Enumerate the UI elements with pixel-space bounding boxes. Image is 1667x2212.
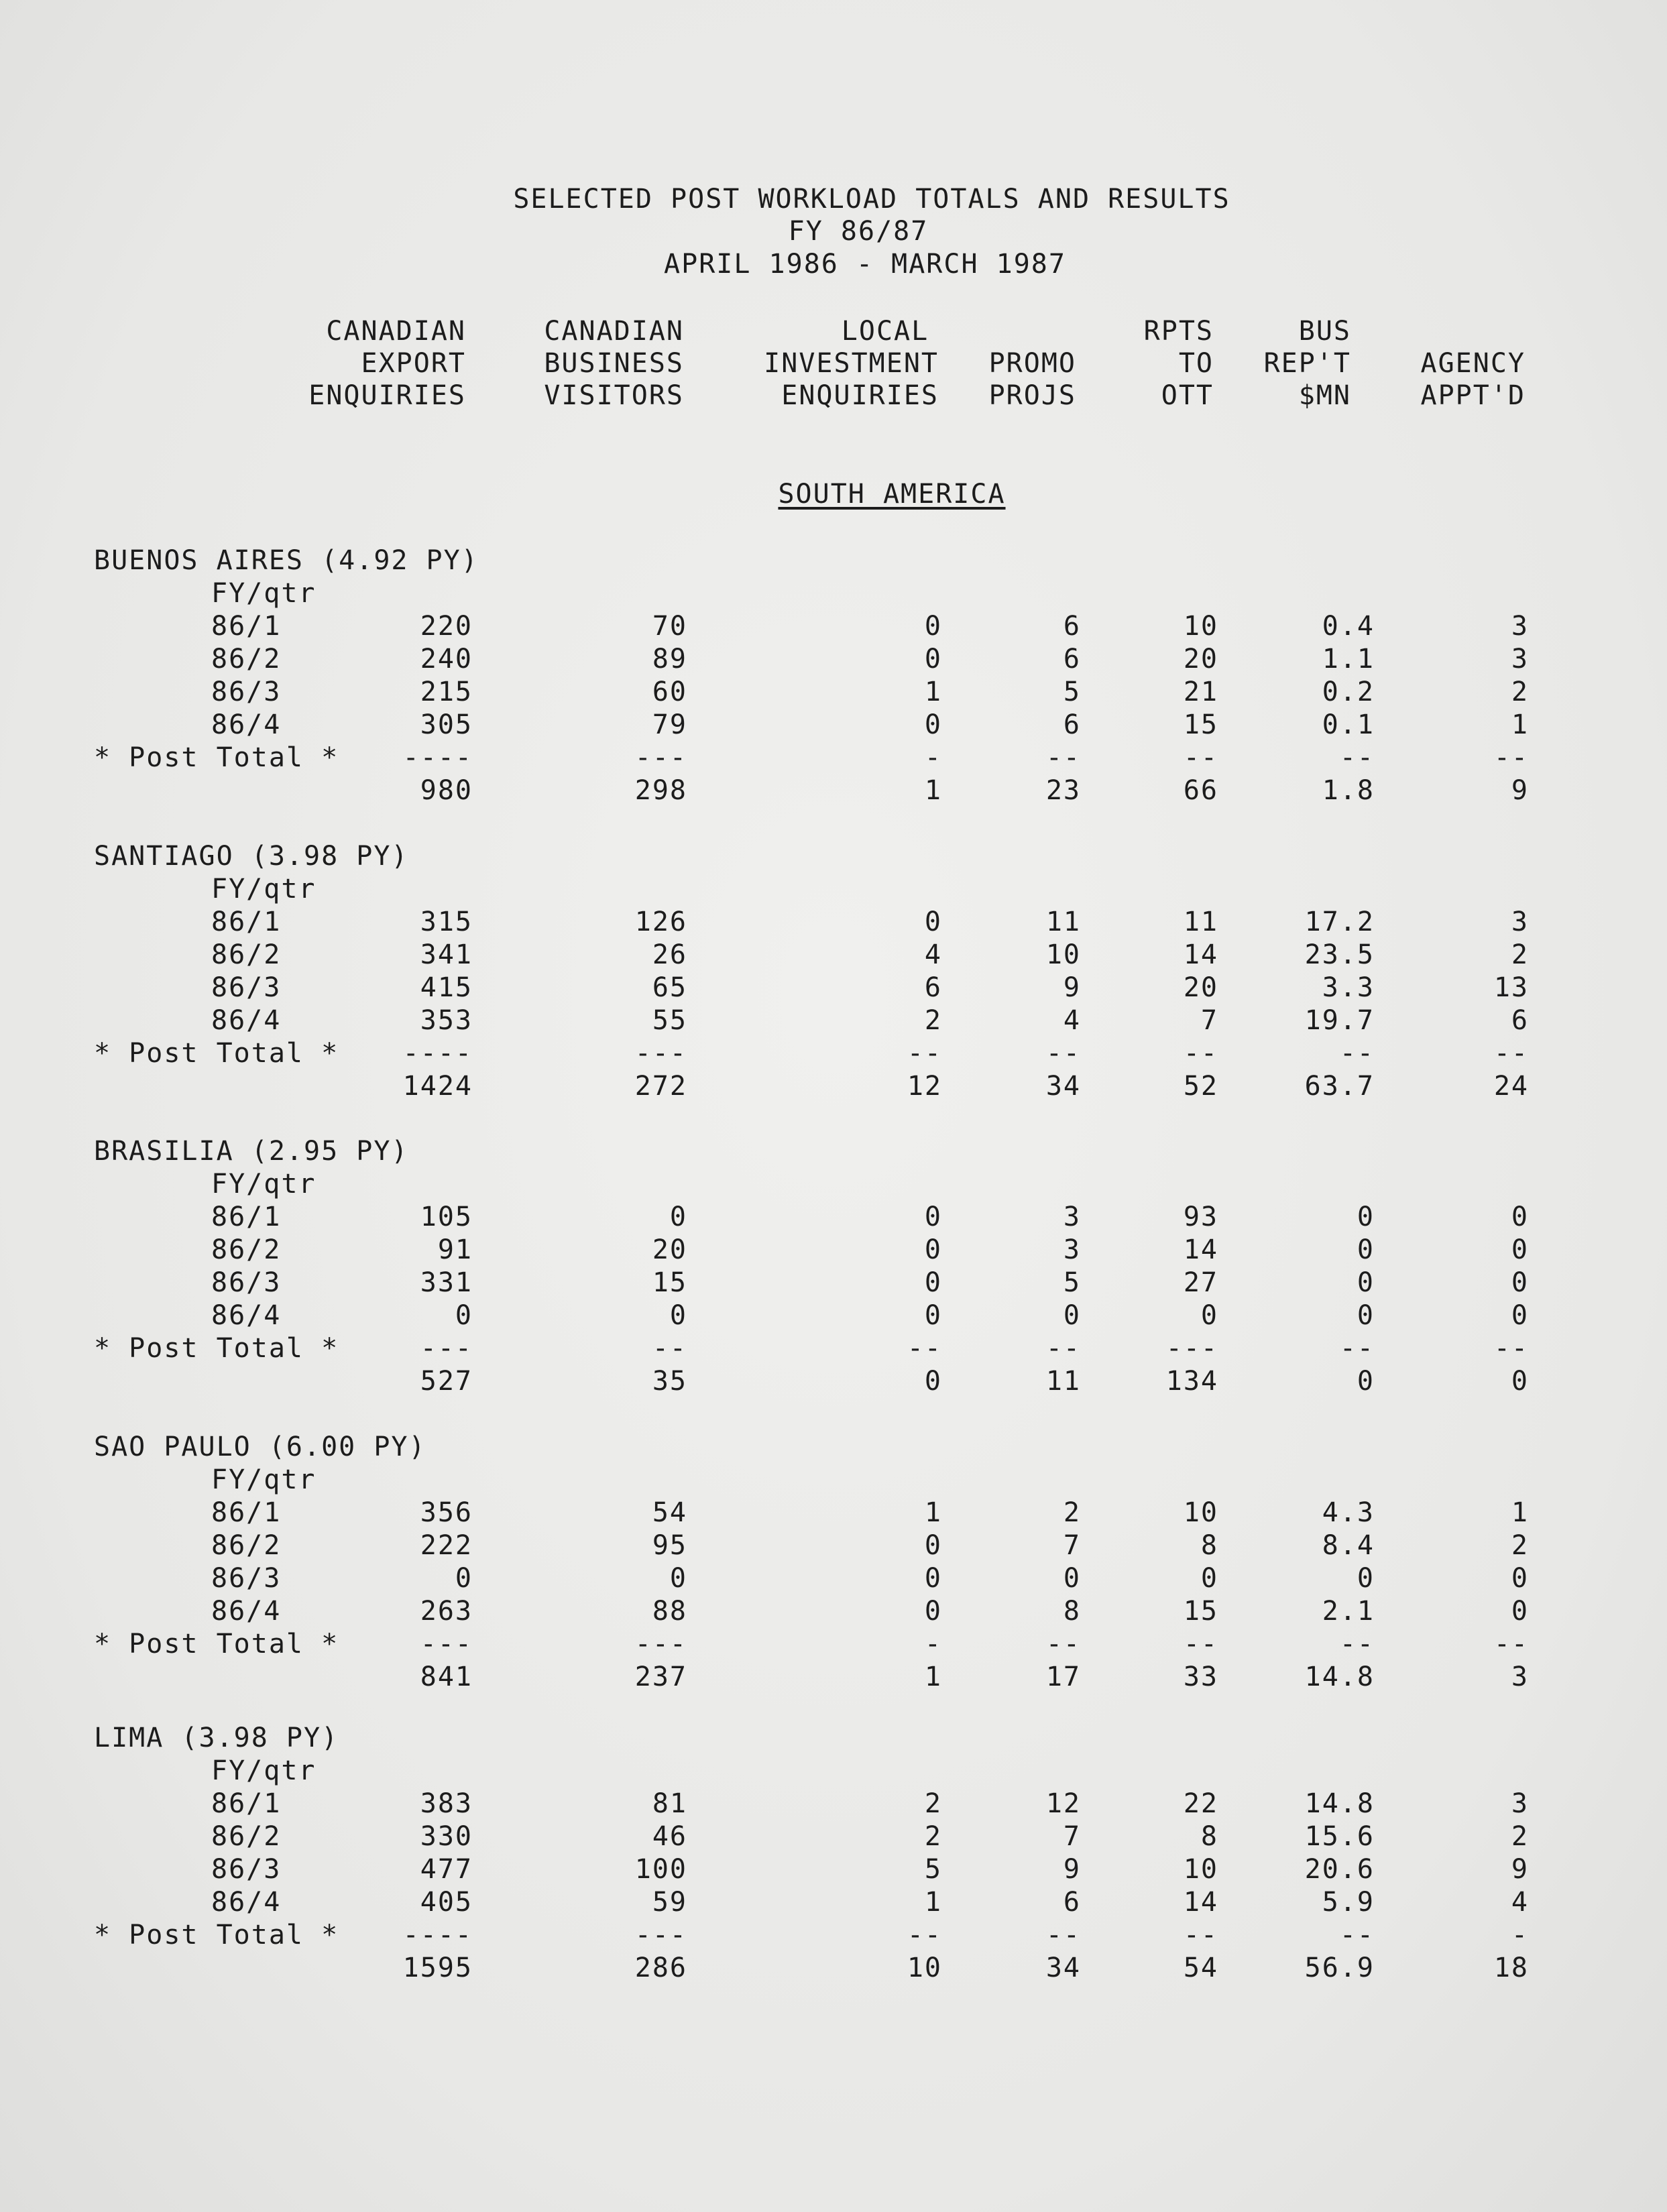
table-cell: 91 [437, 1234, 473, 1265]
total-cell: 1 [924, 1662, 942, 1692]
table-cell: 0 [455, 1563, 473, 1594]
total-cell: 0 [1511, 1366, 1529, 1397]
table-cell: 93 [1183, 1202, 1218, 1232]
table-cell: 353 [420, 1005, 473, 1036]
column-header-5-line-1: REP'T [1263, 348, 1351, 379]
total-cell: 237 [634, 1662, 687, 1692]
total-rule: -- [1183, 1920, 1218, 1951]
table-cell: 7 [1063, 1530, 1081, 1561]
total-rule: --- [420, 1629, 473, 1660]
table-cell: 305 [420, 709, 473, 740]
table-cell: 0 [1357, 1202, 1375, 1232]
total-cell: 33 [1183, 1662, 1218, 1692]
total-rule: -- [1493, 742, 1529, 773]
table-cell: 7 [1063, 1821, 1081, 1852]
total-cell: 10 [907, 1953, 942, 1983]
table-cell: 2 [924, 1005, 942, 1036]
total-rule: ---- [402, 1038, 473, 1069]
total-cell: 1595 [402, 1953, 473, 1983]
column-header-3-line-1: PROMO [988, 348, 1076, 379]
post-total-label: * Post Total * [94, 1333, 339, 1364]
table-cell: 14 [1183, 1234, 1218, 1265]
total-rule: -- [1183, 1629, 1218, 1660]
table-cell: 46 [652, 1821, 687, 1852]
total-cell: 1 [924, 775, 942, 806]
column-header-6-line-2: APPT'D [1420, 380, 1526, 411]
post-name: BRASILIA (2.95 PY) [94, 1136, 409, 1167]
total-cell: 11 [1045, 1366, 1081, 1397]
total-cell: 272 [634, 1071, 687, 1102]
table-cell: 1 [1511, 709, 1529, 740]
post-total-label: * Post Total * [94, 1920, 339, 1951]
table-cell: 0 [924, 1596, 942, 1627]
quarter-label: 86/3 [211, 677, 282, 707]
table-cell: 0 [1511, 1234, 1529, 1265]
table-cell: 220 [420, 611, 473, 642]
table-cell: 1 [924, 677, 942, 707]
quarter-label: 86/2 [211, 1530, 282, 1561]
column-header-2-line-2: ENQUIRIES [781, 380, 939, 411]
total-cell: 1.8 [1322, 775, 1375, 806]
table-cell: 88 [652, 1596, 687, 1627]
table-cell: 0 [924, 907, 942, 937]
table-cell: 0 [924, 1530, 942, 1561]
table-cell: 59 [652, 1887, 687, 1918]
total-cell: 18 [1493, 1953, 1529, 1983]
total-cell: 34 [1045, 1953, 1081, 1983]
table-cell: 15.6 [1304, 1821, 1375, 1852]
table-cell: 2 [1063, 1497, 1081, 1528]
total-cell: 56.9 [1304, 1953, 1375, 1983]
column-header-4-line-2: OTT [1161, 380, 1214, 411]
quarter-label: 86/1 [211, 1788, 282, 1819]
post-name: SANTIAGO (3.98 PY) [94, 841, 409, 872]
total-cell: 3 [1511, 1662, 1529, 1692]
total-cell: 34 [1045, 1071, 1081, 1102]
table-cell: 15 [1183, 709, 1218, 740]
table-cell: 0 [924, 1202, 942, 1232]
column-header-1-line-1: BUSINESS [544, 348, 684, 379]
table-cell: 0 [669, 1202, 687, 1232]
table-cell: 54 [652, 1497, 687, 1528]
table-cell: 331 [420, 1267, 473, 1298]
report-title: SELECTED POST WORKLOAD TOTALS AND RESULTS [513, 184, 1230, 215]
total-rule: -- [1339, 1038, 1375, 1069]
table-cell: 20 [1183, 972, 1218, 1003]
total-rule: --- [1165, 1333, 1218, 1364]
table-cell: 6 [924, 972, 942, 1003]
total-rule: -- [1045, 742, 1081, 773]
total-cell: 52 [1183, 1071, 1218, 1102]
table-cell: 0 [669, 1563, 687, 1594]
total-cell: 35 [652, 1366, 687, 1397]
table-cell: 0 [924, 709, 942, 740]
total-cell: 12 [907, 1071, 942, 1102]
table-cell: 0 [1511, 1267, 1529, 1298]
table-cell: 6 [1063, 611, 1081, 642]
table-cell: 15 [1183, 1596, 1218, 1627]
column-header-4-line-0: RPTS [1143, 316, 1214, 347]
quarter-label: 86/2 [211, 644, 282, 675]
table-cell: 3 [1511, 1788, 1529, 1819]
total-cell: 9 [1511, 775, 1529, 806]
quarter-label: 86/3 [211, 972, 282, 1003]
total-rule: -- [907, 1920, 942, 1951]
total-rule: - [924, 1629, 942, 1660]
post-total-label: * Post Total * [94, 742, 339, 773]
total-rule: --- [420, 1333, 473, 1364]
table-cell: 79 [652, 709, 687, 740]
table-cell: 0 [1200, 1563, 1218, 1594]
total-cell: 54 [1183, 1953, 1218, 1983]
total-rule: -- [1493, 1333, 1529, 1364]
total-rule: ---- [402, 742, 473, 773]
table-cell: 9 [1063, 1854, 1081, 1885]
table-cell: 10 [1183, 1854, 1218, 1885]
table-cell: 8 [1200, 1821, 1218, 1852]
table-cell: 477 [420, 1854, 473, 1885]
total-cell: 1424 [402, 1071, 473, 1102]
table-cell: 3.3 [1322, 972, 1375, 1003]
quarter-label: 86/3 [211, 1563, 282, 1594]
table-cell: 2 [1511, 1821, 1529, 1852]
table-cell: 2 [924, 1821, 942, 1852]
table-cell: 0 [924, 611, 942, 642]
table-cell: 3 [1063, 1202, 1081, 1232]
total-rule: -- [1045, 1629, 1081, 1660]
column-header-4-line-1: TO [1178, 348, 1214, 379]
table-cell: 89 [652, 644, 687, 675]
table-cell: 22 [1183, 1788, 1218, 1819]
table-cell: 26 [652, 939, 687, 970]
table-cell: 1 [1511, 1497, 1529, 1528]
table-cell: 65 [652, 972, 687, 1003]
fiscal-year: FY 86/87 [788, 216, 929, 247]
table-cell: 2.1 [1322, 1596, 1375, 1627]
table-cell: 8 [1063, 1596, 1081, 1627]
table-cell: 10 [1183, 1497, 1218, 1528]
total-cell: 286 [634, 1953, 687, 1983]
quarter-label: 86/4 [211, 1005, 282, 1036]
total-rule: -- [1183, 742, 1218, 773]
fy-qtr-label: FY/qtr [211, 874, 317, 905]
post-total-label: * Post Total * [94, 1629, 339, 1660]
total-rule: -- [1339, 742, 1375, 773]
fy-qtr-label: FY/qtr [211, 1464, 317, 1495]
table-cell: 0 [1063, 1300, 1081, 1331]
table-cell: 17.2 [1304, 907, 1375, 937]
column-header-5-line-2: $MN [1298, 380, 1351, 411]
table-cell: 15 [652, 1267, 687, 1298]
table-cell: 0.1 [1322, 709, 1375, 740]
table-cell: 330 [420, 1821, 473, 1852]
table-cell: 0 [1357, 1234, 1375, 1265]
table-cell: 14.8 [1304, 1788, 1375, 1819]
quarter-label: 86/1 [211, 1497, 282, 1528]
table-cell: 23.5 [1304, 939, 1375, 970]
table-cell: 1.1 [1322, 644, 1375, 675]
table-cell: 13 [1493, 972, 1529, 1003]
quarter-label: 86/2 [211, 939, 282, 970]
table-cell: 11 [1045, 907, 1081, 937]
quarter-label: 86/4 [211, 1300, 282, 1331]
total-cell: 980 [420, 775, 473, 806]
table-cell: 215 [420, 677, 473, 707]
table-cell: 126 [634, 907, 687, 937]
table-cell: 55 [652, 1005, 687, 1036]
table-cell: 6 [1063, 644, 1081, 675]
table-cell: 10 [1183, 611, 1218, 642]
total-rule: -- [1339, 1333, 1375, 1364]
table-cell: 0 [1357, 1300, 1375, 1331]
column-header-0-line-1: EXPORT [361, 348, 466, 379]
quarter-label: 86/4 [211, 1596, 282, 1627]
post-name: LIMA (3.98 PY) [94, 1723, 339, 1753]
table-cell: 4 [1063, 1005, 1081, 1036]
total-cell: 0 [1357, 1366, 1375, 1397]
table-cell: 0 [455, 1300, 473, 1331]
table-cell: 0 [1511, 1202, 1529, 1232]
fy-qtr-label: FY/qtr [211, 1169, 317, 1200]
table-cell: 6 [1511, 1005, 1529, 1036]
total-rule: --- [634, 1038, 687, 1069]
total-cell: 66 [1183, 775, 1218, 806]
total-rule: -- [1493, 1629, 1529, 1660]
total-rule: -- [1045, 1333, 1081, 1364]
table-cell: 4 [1511, 1887, 1529, 1918]
total-rule: -- [652, 1333, 687, 1364]
table-cell: 3 [1511, 644, 1529, 675]
quarter-label: 86/4 [211, 709, 282, 740]
column-header-3-line-2: PROJS [988, 380, 1076, 411]
column-header-0-line-2: ENQUIRIES [308, 380, 466, 411]
quarter-label: 86/3 [211, 1267, 282, 1298]
column-header-5-line-0: BUS [1298, 316, 1351, 347]
table-cell: 0 [1357, 1563, 1375, 1594]
fy-qtr-label: FY/qtr [211, 578, 317, 609]
table-cell: 14 [1183, 1887, 1218, 1918]
column-header-2-line-1: INVESTMENT [764, 348, 939, 379]
total-rule: --- [634, 1920, 687, 1951]
table-cell: 21 [1183, 677, 1218, 707]
total-rule: -- [1045, 1920, 1081, 1951]
post-name: SAO PAULO (6.00 PY) [94, 1432, 426, 1462]
table-cell: 0 [924, 1563, 942, 1594]
table-cell: 5.9 [1322, 1887, 1375, 1918]
table-cell: 20 [1183, 644, 1218, 675]
table-cell: 0 [1511, 1596, 1529, 1627]
table-cell: 9 [1511, 1854, 1529, 1885]
total-rule: -- [1493, 1038, 1529, 1069]
table-cell: 4.3 [1322, 1497, 1375, 1528]
table-cell: 8.4 [1322, 1530, 1375, 1561]
column-header-6-line-1: AGENCY [1420, 348, 1526, 379]
table-cell: 0 [1511, 1563, 1529, 1594]
quarter-label: 86/3 [211, 1854, 282, 1885]
table-cell: 383 [420, 1788, 473, 1819]
table-cell: 100 [634, 1854, 687, 1885]
total-rule: -- [1339, 1629, 1375, 1660]
total-cell: 0 [924, 1366, 942, 1397]
quarter-label: 86/1 [211, 907, 282, 937]
table-cell: 9 [1063, 972, 1081, 1003]
table-cell: 0 [1200, 1300, 1218, 1331]
table-cell: 60 [652, 677, 687, 707]
table-cell: 0 [924, 1267, 942, 1298]
total-rule: -- [907, 1333, 942, 1364]
total-cell: 17 [1045, 1662, 1081, 1692]
total-rule: --- [634, 742, 687, 773]
table-cell: 1 [924, 1887, 942, 1918]
total-rule: -- [1183, 1038, 1218, 1069]
quarter-label: 86/1 [211, 611, 282, 642]
fy-qtr-label: FY/qtr [211, 1755, 317, 1786]
table-cell: 2 [924, 1788, 942, 1819]
table-cell: 7 [1200, 1005, 1218, 1036]
total-cell: 63.7 [1304, 1071, 1375, 1102]
table-cell: 2 [1511, 939, 1529, 970]
date-range: APRIL 1986 - MARCH 1987 [664, 249, 1066, 280]
table-cell: 95 [652, 1530, 687, 1561]
total-cell: 14.8 [1304, 1662, 1375, 1692]
table-cell: 27 [1183, 1267, 1218, 1298]
total-cell: 24 [1493, 1071, 1529, 1102]
table-cell: 10 [1045, 939, 1081, 970]
total-cell: 134 [1165, 1366, 1218, 1397]
table-cell: 6 [1063, 1887, 1081, 1918]
table-cell: 315 [420, 907, 473, 937]
column-header-0-line-0: CANADIAN [326, 316, 466, 347]
table-cell: 3 [1063, 1234, 1081, 1265]
table-cell: 8 [1200, 1530, 1218, 1561]
table-cell: 5 [924, 1854, 942, 1885]
table-cell: 4 [924, 939, 942, 970]
quarter-label: 86/1 [211, 1202, 282, 1232]
table-cell: 1 [924, 1497, 942, 1528]
quarter-label: 86/4 [211, 1887, 282, 1918]
table-cell: 5 [1063, 677, 1081, 707]
total-rule: ---- [402, 1920, 473, 1951]
total-rule: - [1511, 1920, 1529, 1951]
table-cell: 0 [924, 644, 942, 675]
post-name: BUENOS AIRES (4.92 PY) [94, 545, 479, 576]
table-cell: 356 [420, 1497, 473, 1528]
table-cell: 81 [652, 1788, 687, 1819]
region-heading: SOUTH AMERICA [778, 479, 1006, 510]
table-cell: 0 [669, 1300, 687, 1331]
table-cell: 14 [1183, 939, 1218, 970]
table-cell: 0 [1511, 1300, 1529, 1331]
table-cell: 70 [652, 611, 687, 642]
table-cell: 12 [1045, 1788, 1081, 1819]
table-cell: 0.2 [1322, 677, 1375, 707]
table-cell: 222 [420, 1530, 473, 1561]
table-cell: 2 [1511, 1530, 1529, 1561]
total-rule: -- [1339, 1920, 1375, 1951]
table-cell: 0.4 [1322, 611, 1375, 642]
table-cell: 5 [1063, 1267, 1081, 1298]
total-cell: 298 [634, 775, 687, 806]
total-rule: - [924, 742, 942, 773]
total-cell: 527 [420, 1366, 473, 1397]
table-cell: 0 [1063, 1563, 1081, 1594]
table-cell: 2 [1511, 677, 1529, 707]
post-total-label: * Post Total * [94, 1038, 339, 1069]
table-cell: 19.7 [1304, 1005, 1375, 1036]
table-cell: 20 [652, 1234, 687, 1265]
table-cell: 6 [1063, 709, 1081, 740]
column-header-1-line-2: VISITORS [544, 380, 684, 411]
table-cell: 0 [1357, 1267, 1375, 1298]
total-rule: --- [634, 1629, 687, 1660]
table-cell: 11 [1183, 907, 1218, 937]
column-header-1-line-0: CANADIAN [544, 316, 684, 347]
quarter-label: 86/2 [211, 1821, 282, 1852]
table-cell: 0 [924, 1300, 942, 1331]
total-rule: -- [1045, 1038, 1081, 1069]
total-rule: -- [907, 1038, 942, 1069]
column-header-2-line-0: LOCAL [841, 316, 929, 347]
table-cell: 240 [420, 644, 473, 675]
table-cell: 405 [420, 1887, 473, 1918]
table-cell: 415 [420, 972, 473, 1003]
table-cell: 20.6 [1304, 1854, 1375, 1885]
table-cell: 263 [420, 1596, 473, 1627]
table-cell: 0 [924, 1234, 942, 1265]
table-cell: 105 [420, 1202, 473, 1232]
table-cell: 341 [420, 939, 473, 970]
total-cell: 841 [420, 1662, 473, 1692]
table-cell: 3 [1511, 907, 1529, 937]
quarter-label: 86/2 [211, 1234, 282, 1265]
table-cell: 3 [1511, 611, 1529, 642]
total-cell: 23 [1045, 775, 1081, 806]
